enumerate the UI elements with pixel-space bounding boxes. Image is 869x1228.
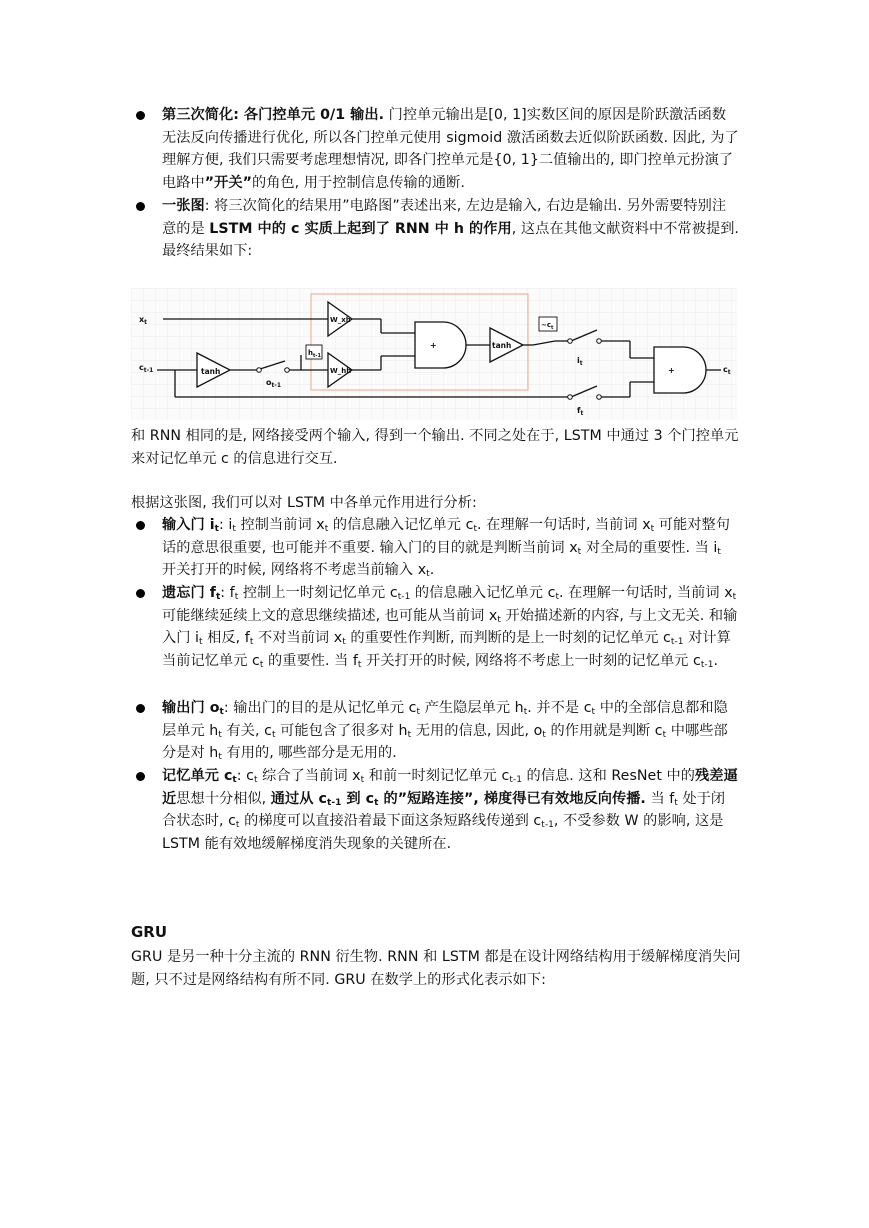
label-whh: W_hh [330, 367, 352, 375]
label-xt: $x_t$ [139, 315, 148, 326]
bullet-title: 记忆单元 $c_t$ [162, 768, 237, 785]
label-ct: $c_t$ [723, 365, 731, 376]
bullet-title: 输入门 $i_t$ [162, 517, 219, 534]
bullet-input-gate [131, 514, 739, 582]
and-gate-2 [654, 347, 706, 393]
bullet-marker [136, 202, 145, 211]
bullet-marker [136, 111, 145, 120]
label-tanh-2: tanh [492, 341, 512, 350]
bullet-marker [136, 589, 145, 598]
bullet-output-gate [131, 697, 739, 765]
paragraph-analysis-intro: 根据这张图, 我们可以对 LSTM 中各单元作用进行分析: [131, 495, 477, 511]
bullet-title: 遗忘门 $f_t$ [162, 585, 221, 602]
bullet-text: 记忆单元 $c_t$: $c_t$ 综合了当前词 $x_t$ 和前一时刻记忆单元 $c_{t-1}$ 的信息. 这和 ResNet 中的残差逼近思想十分相似, 通过从 $c_{t-1}$ 到 $c_t$ 的”短路连接”, 梯度得已有效地反向传播. 当 $f_t$ 处于闭合状态时, $c_t$ 的梯度可以直接沿着最下面这条短路线传递到 $c_{t-1}$, 不受参数 W 的影响, 这是 LSTM 能有效地缓解梯度消失现象的关键所在. [162, 768, 738, 852]
bullet-simplification-3 [131, 104, 739, 194]
contact-f-right [597, 395, 602, 400]
label-plus-1: + [430, 341, 437, 350]
bullet-marker [136, 521, 145, 530]
label-tanh-1: tanh [201, 367, 221, 376]
and-gate-1 [415, 322, 466, 368]
bullet-title: 一张图 [162, 198, 205, 214]
bullet-one-diagram [131, 195, 739, 263]
label-it: $i_t$ [577, 356, 583, 367]
label-ct-tilde: $\sim c_t$ [541, 321, 554, 331]
paragraph-gru-intro: GRU 是另一种十分主流的 RNN 衍生物. RNN 和 LSTM 都是在设计网络结构用于缓解梯度消失问题, 只不过是网络结构有所不同. GRU 在数学上的形式化表示如下: [131, 949, 741, 988]
bullet-emphasis: LSTM 中的 c 实质上起到了 RNN 中 h 的作用 [209, 220, 512, 237]
bullet-text [162, 104, 739, 194]
label-wxh: W_xh [330, 316, 351, 324]
bullet-forget-gate [131, 582, 739, 672]
contact-i-right [597, 339, 602, 344]
paragraph-rnn-comparison: 和 RNN 相同的是, 网络接受两个输入, 得到一个输出. 不同之处在于, LSTM 中通过 3 个门控单元来对记忆单元 c 的信息进行交互. [131, 428, 739, 467]
contact-i-left [568, 339, 573, 344]
bullet-title: 输出门 $o_t$ [162, 700, 224, 717]
label-ct1: $c_{t-1}$ [139, 363, 154, 374]
label-plus-2: + [668, 366, 675, 375]
bullet-text [162, 195, 739, 263]
contact-o-right [285, 368, 290, 373]
label-ht1: $h_{t-1}$ [308, 349, 321, 359]
bullet-text: 输出门 $o_t$: 输出门的目的是从记忆单元 $c_t$ 产生隐层单元 $h_t$. 并不是 $c_t$ 中的全部信息都和隐层单元 $h_t$ 有关, $c_t$ 可能包含了很多对 $h_t$ 无用的信息, 因此, $o_t$ 的作用就是判断 $c_t$ 中哪些部分是对 $h_t$ 有用的, 哪些部分是无用的. [162, 700, 728, 763]
bullet-body: 门控单元输出是[0, 1]实数区间的原因是阶跃激活函数无法反向传播进行优化, 所以各门控单元使用 sigmoid 激活函数去近似阶跃函数. 因此, 为了理解方便, 我们只需要考虑理想情况, 即各门控单元是{0, 1}二值输出的, 即门控单元扮演了电路中 [162, 107, 739, 191]
label-ot1: $o_{t-1}$ [266, 378, 282, 389]
contact-o-left [257, 368, 262, 373]
label-ft: $f_t$ [577, 406, 584, 417]
bullet-memory-cell [131, 765, 739, 855]
bullet-text: 输入门 $i_t$: $i_t$ 控制当前词 $x_t$ 的信息融入记忆单元 $c_t$. 在理解一句话时, 当前词 $x_t$ 可能对整句话的意思很重要, 也可能并不重要. 输入门的目的就是判断当前词 $x_t$ 对全局的重要性. 当 $i_t$ 开关打开的时候, 网络将不考虑当前输入 $x_t$. [162, 517, 730, 580]
bullet-body: : 将三次简化的结果用”电路图”表述出来, 左边是输入, 右边是输出. 另外需要特别注意的是 [162, 198, 727, 237]
bullet-tail: , 这点在其他文献资料中不常被提到. 最终结果如下: [162, 220, 739, 260]
bullet-marker [136, 772, 145, 781]
bullet-emphasis: ”开关” [204, 174, 252, 191]
bullet-marker [136, 704, 145, 713]
contact-f-left [568, 395, 573, 400]
bullet-tail: 的角色, 用于控制信息传输的通断. [251, 174, 465, 191]
section-heading-gru: GRU [131, 923, 168, 941]
bullet-title: 第三次简化: 各门控单元 0/1 输出. [162, 107, 385, 123]
bullet-text: 遗忘门 $f_t$: $f_t$ 控制上一时刻记忆单元 $c_{t-1}$ 的信息融入记忆单元 $c_t$. 在理解一句话时, 当前词 $x_t$ 可能继续延续上文的意思继续描述, 也可能从当前词 $x_t$ 开始描述新的内容, 与上文无关. 和输入门 $i_t$ 相反, $f_t$ 不对当前词 $x_t$ 的重要性作判断, 而判断的是上一时刻的记忆单元 $c_{t-1}$ 对计算当前记忆单元 $c_t$ 的重要性. 当 $f_t$ 开关打开的时候, 网络将不考虑上一时刻的记忆单元 $c_{t-1}$. [162, 585, 738, 670]
lstm-circuit-diagram [131, 288, 737, 420]
